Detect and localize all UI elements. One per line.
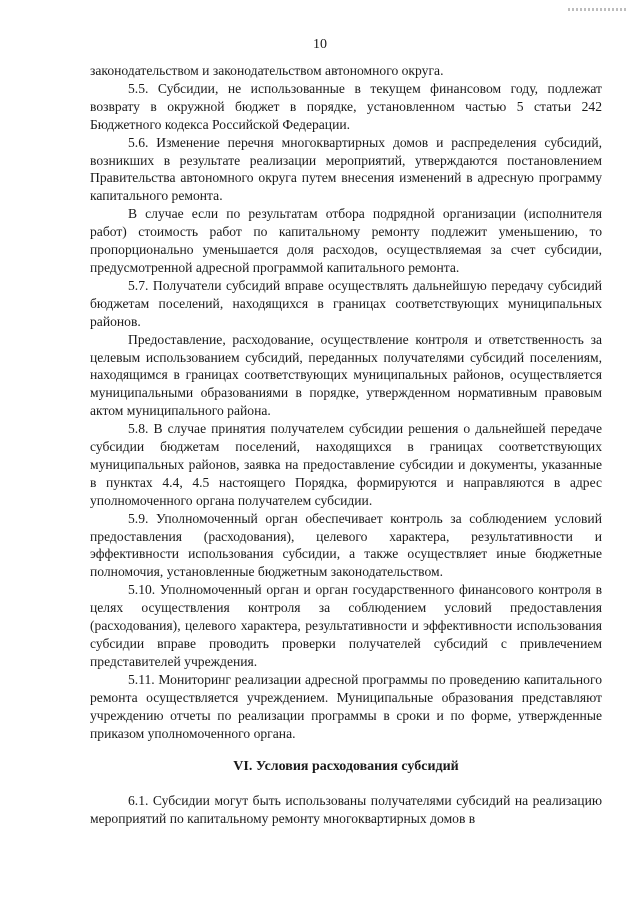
paragraph-5-11: 5.11. Мониторинг реализации адресной программы по проведению капитального ремонта осуществляется учреждением. Муниципальные образования представляют учреждению отчеты по реализации программы в сроки и по форме, утвержденные приказом уполномоченного органа. [90, 671, 602, 741]
paragraph-5-10: 5.10. Уполномоченный орган и орган государственного финансового контроля в целях осуществления контроля за соблюдением условий предоставления (расходования), целевого характера, результативности и эффективности использования субсидии вправе проводить проверки получателей субсидий с привлечением представителей учреждения. [90, 582, 602, 669]
paragraph-5-6: 5.6. Изменение перечня многоквартирных домов и распределения субсидий, возникших в результате реализации мероприятий, утверждаются постановлением Правительства автономного округа путем внесения изменений в адресную программу капитального ремонта. [90, 134, 602, 204]
scan-artifact [568, 8, 628, 11]
section-heading: VI. Условия расходования субсидий [233, 759, 459, 775]
paragraph-continuation: законодательством и законодательством автономного округа. [90, 63, 444, 78]
paragraph-6-1: 6.1. Субсидии могут быть использованы получателями субсидий на реализацию мероприятий по капитальному ремонту многоквартирных домов в [90, 793, 602, 827]
paragraph-5-5: 5.5. Субсидии, не использованные в текущем финансовом году, подлежат возврату в окружной бюджет в порядке, установленном частью 5 статьи 242 Бюджетного кодекса Российской Федерации. [90, 80, 602, 132]
paragraph-5-7-control: Предоставление, расходование, осуществление контроля и ответственность за целевым использованием субсидий, переданных получателями субсидий поселениям, находящимся в границах соответствующих муниципальных районов, осуществляется муниципальными образованиями в порядке, утвержденном нормативным правовым актом муниципального района. [90, 331, 602, 419]
paragraph-5-8: 5.8. В случае принятия получателем субсидии решения о дальнейшей передаче субсидии бюджетам поселений, находящихся в границах соответствующих муниципальных районов, заявка на предоставление субсидии и документы, указанные в пунктах 4.4, 4.5 настоящего Порядка, формируются и направляются в адрес уполномоченного органа получателем субсидии. [90, 421, 602, 508]
paragraph-5-6-reduction: В случае если по результатам отбора подрядной организации (исполнителя работ) стоимость работ по капитальному ремонту подлежит уменьшению, то пропорционально уменьшается доля расходов, осуществляемая за счет субсидии, предусмотренной адресной программой капитального ремонта. [90, 206, 602, 275]
paragraph-5-9: 5.9. Уполномоченный орган обеспечивает контроль за соблюдением условий предоставления (расходования), целевого характера, результативности и эффективности использования субсидии, а также осуществляет иные бюджетные полномочия, установленные бюджетным законодательством. [90, 510, 602, 580]
page-number: 10 [313, 37, 327, 52]
paragraph-5-7: 5.7. Получатели субсидий вправе осуществлять дальнейшую передачу субсидий бюджетам поселений, находящихся в границах соответствующих муниципальных районов. [90, 277, 602, 329]
document-body [90, 62, 602, 828]
